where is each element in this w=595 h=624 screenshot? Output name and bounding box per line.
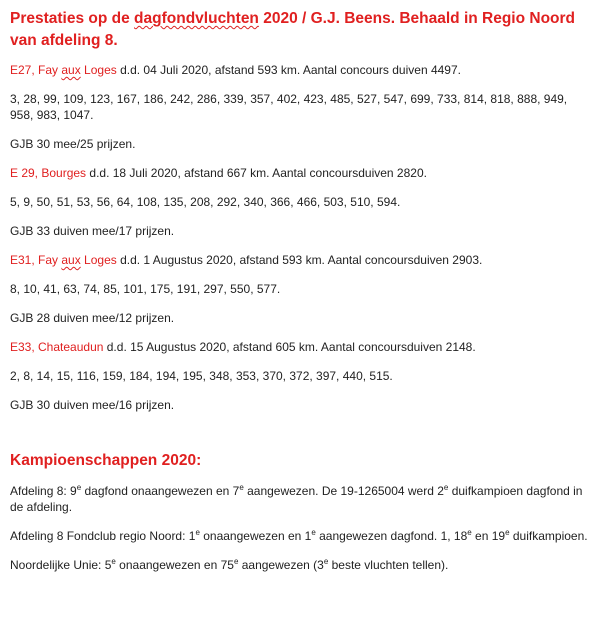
race-2-header: [10, 165, 588, 181]
afdeling8-text-a: Afdeling 8: 9: [10, 484, 77, 498]
afdeling8-text-b: dagfond onaangewezen en 7: [81, 484, 240, 498]
race-1-details: d.d. 04 Juli 2020, afstand 593 km. Aantal concours duiven 4497.: [116, 63, 461, 77]
race-4-header: [10, 339, 588, 355]
race-2-summary: GJB 33 duiven mee/17 prijzen.: [10, 224, 175, 238]
fondclub-sup2: e: [311, 528, 316, 537]
race-1-summary: GJB 30 mee/25 prijzen.: [10, 137, 136, 151]
unie-text-b: onaangewezen en 75: [115, 558, 234, 572]
race-4-results: 2, 8, 14, 15, 116, 159, 184, 194, 195, 348, 353, 370, 372, 397, 440, 515.: [10, 369, 393, 383]
fondclub-sup1: e: [195, 528, 200, 537]
unie-text-c: aangewezen (3: [238, 558, 324, 572]
race-1-code-tail: Loges: [80, 63, 117, 77]
unie-sup3: e: [323, 557, 329, 566]
championship-fondclub: [10, 528, 588, 544]
race-2-details: d.d. 18 Juli 2020, afstand 667 km. Aantal concoursduiven 2820.: [86, 166, 427, 180]
unie-text-d: beste vluchten tellen).: [328, 558, 449, 572]
afdeling8-text-c: aangewezen. De 19-1265004 werd 2: [243, 484, 444, 498]
afdeling8-sup2: e: [239, 483, 244, 492]
fondclub-text-b: onaangewezen en 1: [199, 529, 312, 543]
race-3-header: [10, 252, 588, 268]
race-3-code-squiggle: aux: [61, 253, 81, 267]
championship-afdeling8: [10, 483, 588, 515]
fondclub-text-a: Afdeling 8 Fondclub regio Noord: 1: [10, 529, 196, 543]
championship-unie: [10, 557, 588, 573]
afdeling8-text-d: duifkampioen dagfond in de afdeling.: [10, 484, 583, 514]
afdeling8-sup3: e: [443, 483, 449, 492]
fondclub-sup4: e: [505, 528, 510, 537]
race-3-details: d.d. 1 Augustus 2020, afstand 593 km. Aantal concoursduiven 2903.: [116, 253, 483, 267]
fondclub-text-e: duifkampioen.: [509, 529, 588, 543]
title-part1: Prestaties op de: [10, 10, 135, 27]
fondclub-text-d: en 19: [471, 529, 506, 543]
afdeling8-sup1: e: [76, 483, 82, 492]
fondclub-text-c: aangewezen dagfond. 1, 18: [315, 529, 468, 543]
race-2-code: E 29, Bourges: [10, 166, 87, 180]
race-1-results: 3, 28, 99, 109, 123, 167, 186, 242, 286, 339, 357, 402, 423, 485, 527, 547, 699, 733, 814, 818, 888, 949, 958, 983, 1047.: [10, 92, 568, 122]
fondclub-sup3: e: [467, 528, 472, 537]
unie-sup2: e: [233, 557, 239, 566]
championships-heading: Kampioenschappen 2020:: [10, 452, 202, 469]
race-3-summary: GJB 28 duiven mee/12 prijzen.: [10, 311, 175, 325]
race-3-results: 8, 10, 41, 63, 74, 85, 101, 175, 191, 297, 550, 577.: [10, 282, 281, 296]
unie-text-a: Noordelijke Unie: 5: [10, 558, 112, 572]
race-1-code-squiggle: aux: [61, 63, 81, 77]
race-3-code-tail: Loges: [80, 253, 117, 267]
race-4-details: d.d. 15 Augustus 2020, afstand 605 km. Aantal concoursduiven 2148.: [103, 340, 476, 354]
title-squiggle-word: dagfondvluchten: [134, 10, 259, 27]
document: [10, 8, 588, 573]
title-part2: 2020 / G.J. Beens. Behaald in Regio Noord van afdeling 8.: [10, 10, 576, 49]
race-1-code: E27, Fay: [10, 63, 62, 77]
race-1-header: [10, 62, 588, 78]
race-4-summary: GJB 30 duiven mee/16 prijzen.: [10, 398, 175, 412]
race-4-code: E33, Chateaudun: [10, 340, 104, 354]
unie-sup1: e: [111, 557, 116, 566]
race-3-code: E31, Fay: [10, 253, 62, 267]
race-2-results: 5, 9, 50, 51, 53, 56, 64, 108, 135, 208, 292, 340, 366, 466, 503, 510, 594.: [10, 195, 401, 209]
document-title: [10, 8, 588, 52]
